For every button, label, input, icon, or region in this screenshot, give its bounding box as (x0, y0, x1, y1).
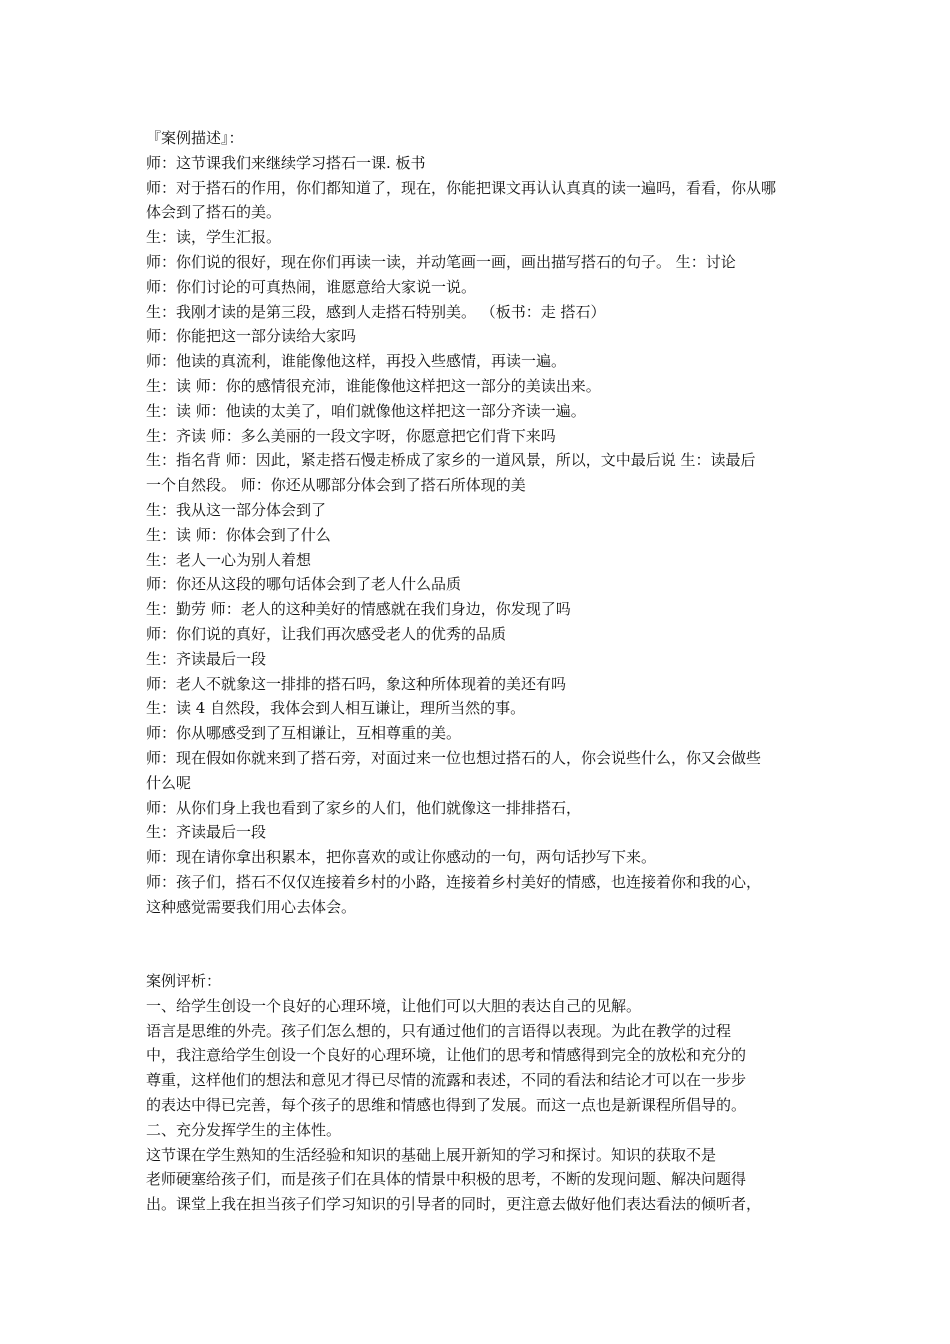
section-spacer (146, 920, 816, 970)
dialogue-line: 生：老人一心为别人着想 (146, 550, 312, 569)
dialogue-line: 这种感觉需要我们用心去体会。 (146, 897, 357, 916)
dialogue-line: 师：你们讨论的可真热闹，谁愿意给大家说一说。 (146, 277, 477, 296)
paragraph-line: 的表达中得已完善，每个孩子的思维和情感也得到了发展。而这一点也是新课程所倡导的。 (146, 1096, 747, 1115)
analysis-point-heading: 一、给学生创设一个良好的心理环境，让他们可以大胆的表达自己的见解。 (146, 996, 642, 1015)
document-body (146, 126, 816, 1217)
dialogue-line: 什么呢 (146, 773, 192, 792)
dialogue-line: 师：老人不就象这一排排的搭石吗，象这种所体现着的美还有吗 (146, 674, 567, 693)
section-heading: 『案例描述』： (146, 129, 244, 147)
dialogue-line: 师：从你们身上我也看到了家乡的人们，他们就像这一排排搭石， (146, 798, 582, 817)
dialogue-line: 一个自然段。 师：你还从哪部分体会到了搭石所体现的美 (146, 476, 526, 495)
dialogue-line: 生：我从这一部分体会到了 (146, 500, 327, 519)
dialogue-line: 师：孩子们，搭石不仅仅连接着乡村的小路，连接着乡村美好的情感，也连接着你和我的心， (146, 872, 762, 891)
paragraph-line: 尊重，这样他们的想法和意见才得已尽情的流露和表述，不同的看法和结论才可以在一步步 (146, 1071, 747, 1090)
paragraph-line: 语言是思维的外壳。孩子们怎么想的，只有通过他们的言语得以表现。为此在教学的过程 (146, 1021, 732, 1040)
dialogue-line: 师：你能把这一部分读给大家吗 (146, 327, 357, 346)
dialogue-line: 师：对于搭石的作用，你们都知道了，现在，你能把课文再认认真真的读一遍吗，看看，你从哪 (146, 178, 777, 197)
dialogue-line: 师：你从哪感受到了互相谦让，互相尊重的美。 (146, 724, 462, 743)
dialogue-line: 生：读 4 自然段，我体会到人相互谦让，理所当然的事。 (146, 699, 526, 718)
dialogue-line: 生：勤劳 师：老人的这种美好的情感就在我们身边，你发现了吗 (146, 600, 571, 619)
case-description-section (146, 126, 816, 920)
dialogue-line: 生：齐读 师：多么美丽的一段文字呀，你愿意把它们背下来吗 (146, 426, 556, 445)
paragraph-line: 出。课堂上我在担当孩子们学习知识的引导者的同时，更注意去做好他们表达看法的倾听者， (146, 1195, 762, 1214)
dialogue-line: 师：你们说的真好，让我们再次感受老人的优秀的品质 (146, 624, 507, 643)
dialogue-line: 生：齐读最后一段 (146, 649, 267, 668)
dialogue-line: 生：我刚才读的是第三段，感到人走搭石特别美。 （板书：走 搭石） (146, 302, 606, 321)
dialogue-line: 生：指名背 师：因此，紧走搭石慢走桥成了家乡的一道风景，所以，文中最后说 生：读最后 (146, 451, 756, 470)
section-heading: 案例评析： (146, 972, 222, 991)
paragraph-line: 这节课在学生熟知的生活经验和知识的基础上展开新知的学习和探讨。知识的获取不是 (146, 1145, 717, 1164)
dialogue-line: 生：齐读最后一段 (146, 823, 267, 842)
dialogue-line: 师：现在请你拿出积累本，把你喜欢的或让你感动的一句，两句话抄写下来。 (146, 848, 657, 867)
dialogue-line: 生：读 师：他读的太美了，咱们就像他这样把这一部分齐读一遍。 (146, 401, 586, 420)
dialogue-line: 师：现在假如你就来到了搭石旁，对面过来一位也想过搭石的人，你会说些什么，你又会做些 (146, 748, 762, 767)
dialogue-line: 生：读 师：你的感情很充沛，谁能像他这样把这一部分的美读出来。 (146, 376, 601, 395)
case-analysis-section (146, 969, 816, 1217)
dialogue-line: 生：读 师：你体会到了什么 (146, 525, 331, 544)
dialogue-line: 生：读，学生汇报。 (146, 228, 282, 247)
dialogue-line: 体会到了搭石的美。 (146, 203, 282, 222)
paragraph-line: 中，我注意给学生创设一个良好的心理环境，让他们的思考和情感得到完全的放松和充分的 (146, 1046, 747, 1065)
dialogue-line: 师：你们说的很好，现在你们再读一读，并动笔画一画，画出描写搭石的句子。 生：讨论 (146, 252, 736, 271)
analysis-point-heading: 二、充分发挥学生的主体性。 (146, 1120, 342, 1139)
dialogue-line: 师：你还从这段的哪句话体会到了老人什么品质 (146, 575, 462, 594)
paragraph-line: 老师硬塞给孩子们，而是孩子们在具体的情景中积极的思考，不断的发现问题、解决问题得 (146, 1170, 747, 1189)
dialogue-line: 师：他读的真流利，谁能像他这样，再投入些感情，再读一遍。 (146, 352, 567, 371)
dialogue-line: 师：这节课我们来继续学习搭石一课. 板书 (146, 153, 426, 172)
